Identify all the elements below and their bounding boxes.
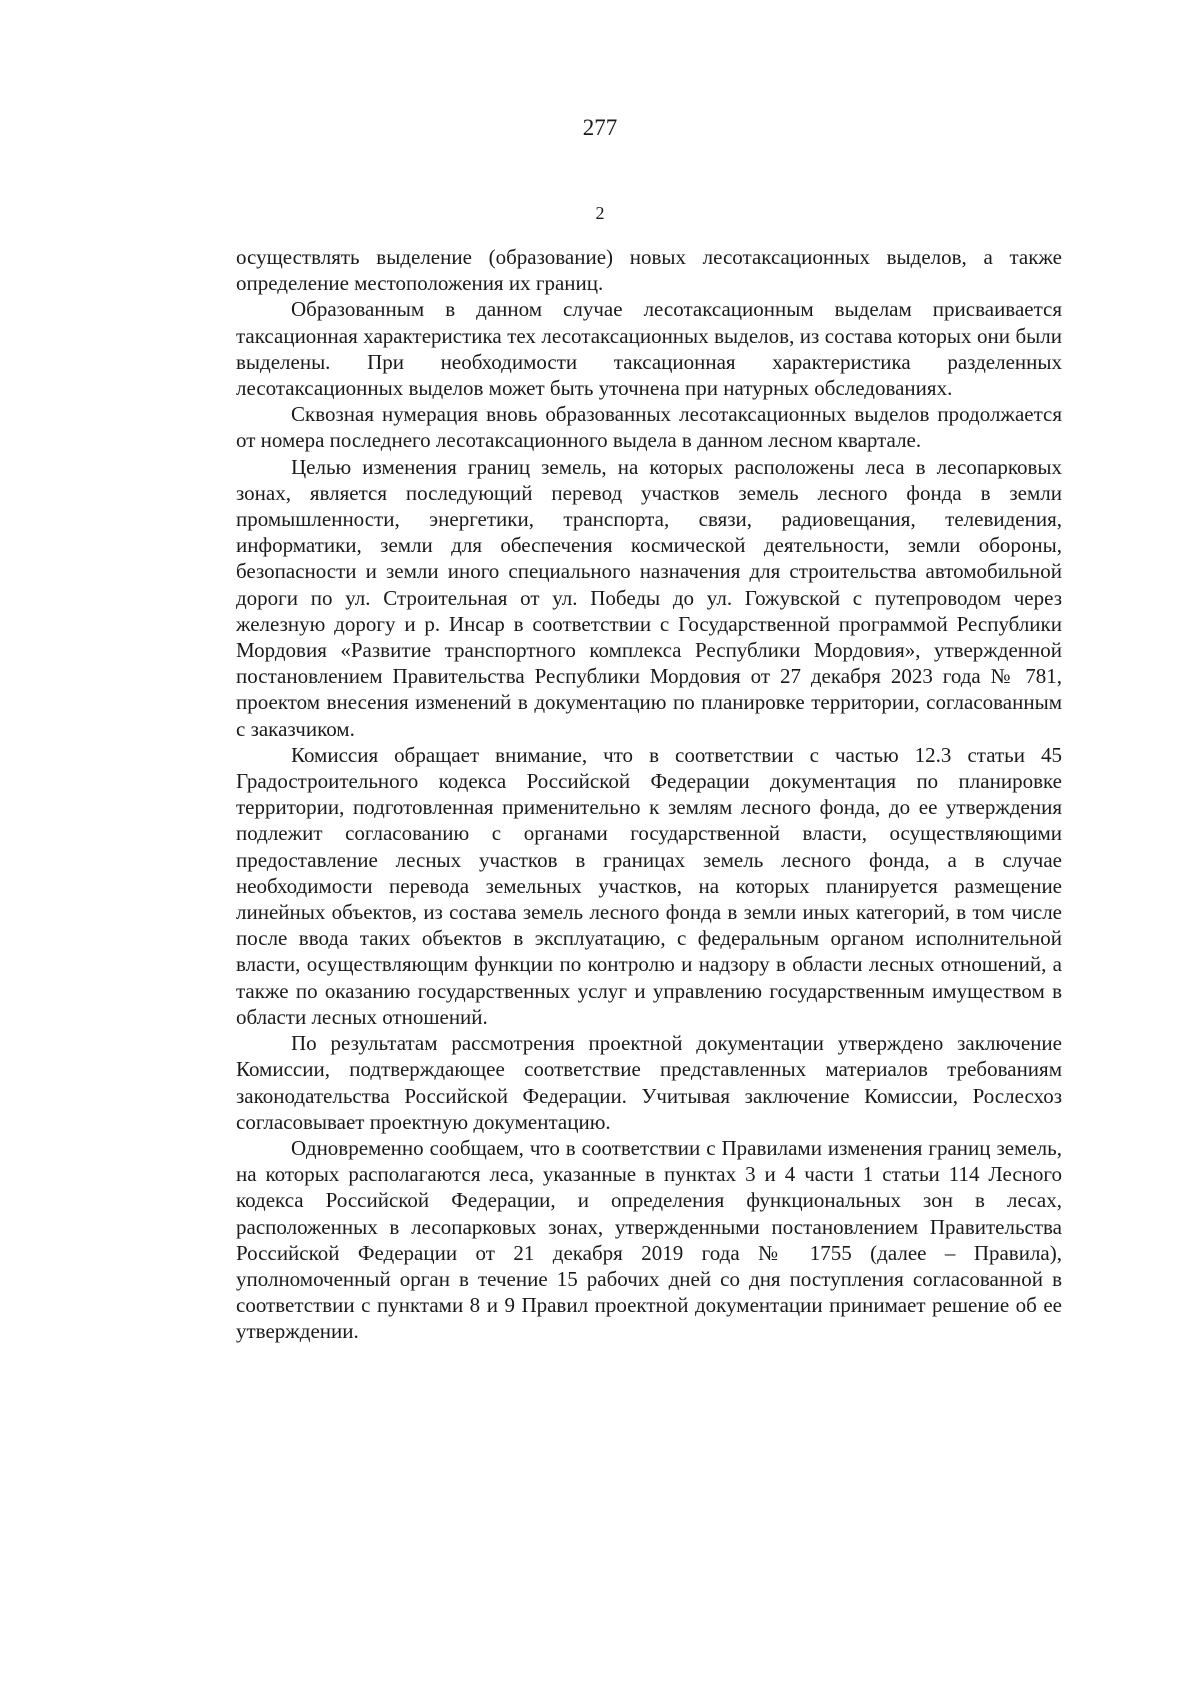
page-number-inner: 2 [595,203,605,223]
paragraph: Образованным в данном случае лесотаксационным выделам присваивается таксационная характеристика тех лесотаксационных выделов, из состава которых они были выделены. При необходимости таксационная характеристика разделенных лесотаксационных выделов может быть уточнена при натурных обследованиях. [236,297,1062,401]
paragraph: Целью изменения границ земель, на которых расположены леса в лесопарковых зонах, является последующий перевод участков земель лесного фонда в земли промышленности, энергетики, транспорта, связи, радиовещания, телевидения, информатики, земли для обеспечения космической деятельности, земли обороны, безопасности и земли иного специального назначения для строительства автомобильной дороги по ул. Строительная от ул. Победы до ул. Гожувской с путепроводом через железную дорогу и р. Инсар в соответствии с Государственной программой Республики Мордовия «Развитие транспортного комплекса Республики Мордовия», утвержденной постановлением Правительства Республики Мордовия от 27 декабря 2023 года № 781, проектом внесения изменений в документацию по планировке территории, согласованным с заказчиком. [236,454,1062,741]
paragraph-continuation: осуществлять выделение (образование) новых лесотаксационных выделов, а также определение местоположения их границ. [236,245,1062,296]
paragraph: По результатам рассмотрения проектной документации утверждено заключение Комиссии, подтверждающее соответствие представленных материалов требованиям законодательства Российской Федерации. Учитывая заключение Комиссии, Рослесхоз согласовывает проектную документацию. [236,1031,1062,1134]
body-text [236,244,1062,1345]
paragraph: Одновременно сообщаем, что в соответствии с Правилами изменения границ земель, на которых располагаются леса, указанные в пунктах 3 и 4 части 1 статьи 114 Лесного кодекса Российской Федерации, и определения функциональных зон в лесах, расположенных в лесопарковых зонах, утвержденными постановлением Правительства Российской Федерации от 21 декабря 2019 года № 1755 (далее – Правила), уполномоченный орган в течение 15 рабочих дней со дня поступления согласованной в соответствии с пунктами 8 и 9 Правил проектной документации принимает решение об ее утверждении. [236,1135,1062,1344]
paragraph: Сквозная нумерация вновь образованных лесотаксационных выделов продолжается от номера последнего лесотаксационного выдела в данном лесном квартале. [236,402,1062,453]
page-number-top: 277 [582,115,618,140]
paragraph: Комиссия обращает внимание, что в соответствии с частью 12.3 статьи 45 Градостроительного кодекса Российской Федерации документация по планировке территории, подготовленная применительно к землям лесного фонда, до ее утверждения подлежит согласованию с органами государственной власти, осуществляющими предоставление лесных участков в границах земель лесного фонда, а в случае необходимости перевода земельных участков, на которых планируется размещение линейных объектов, из состава земель лесного фонда в земли иных категорий, в том числе после ввода таких объектов в эксплуатацию, с федеральным органом исполнительной власти, осуществляющим функции по контролю и надзору в области лесных отношений, а также по оказанию государственных услуг и управлению государственным имуществом в области лесных отношений. [236,742,1062,1029]
